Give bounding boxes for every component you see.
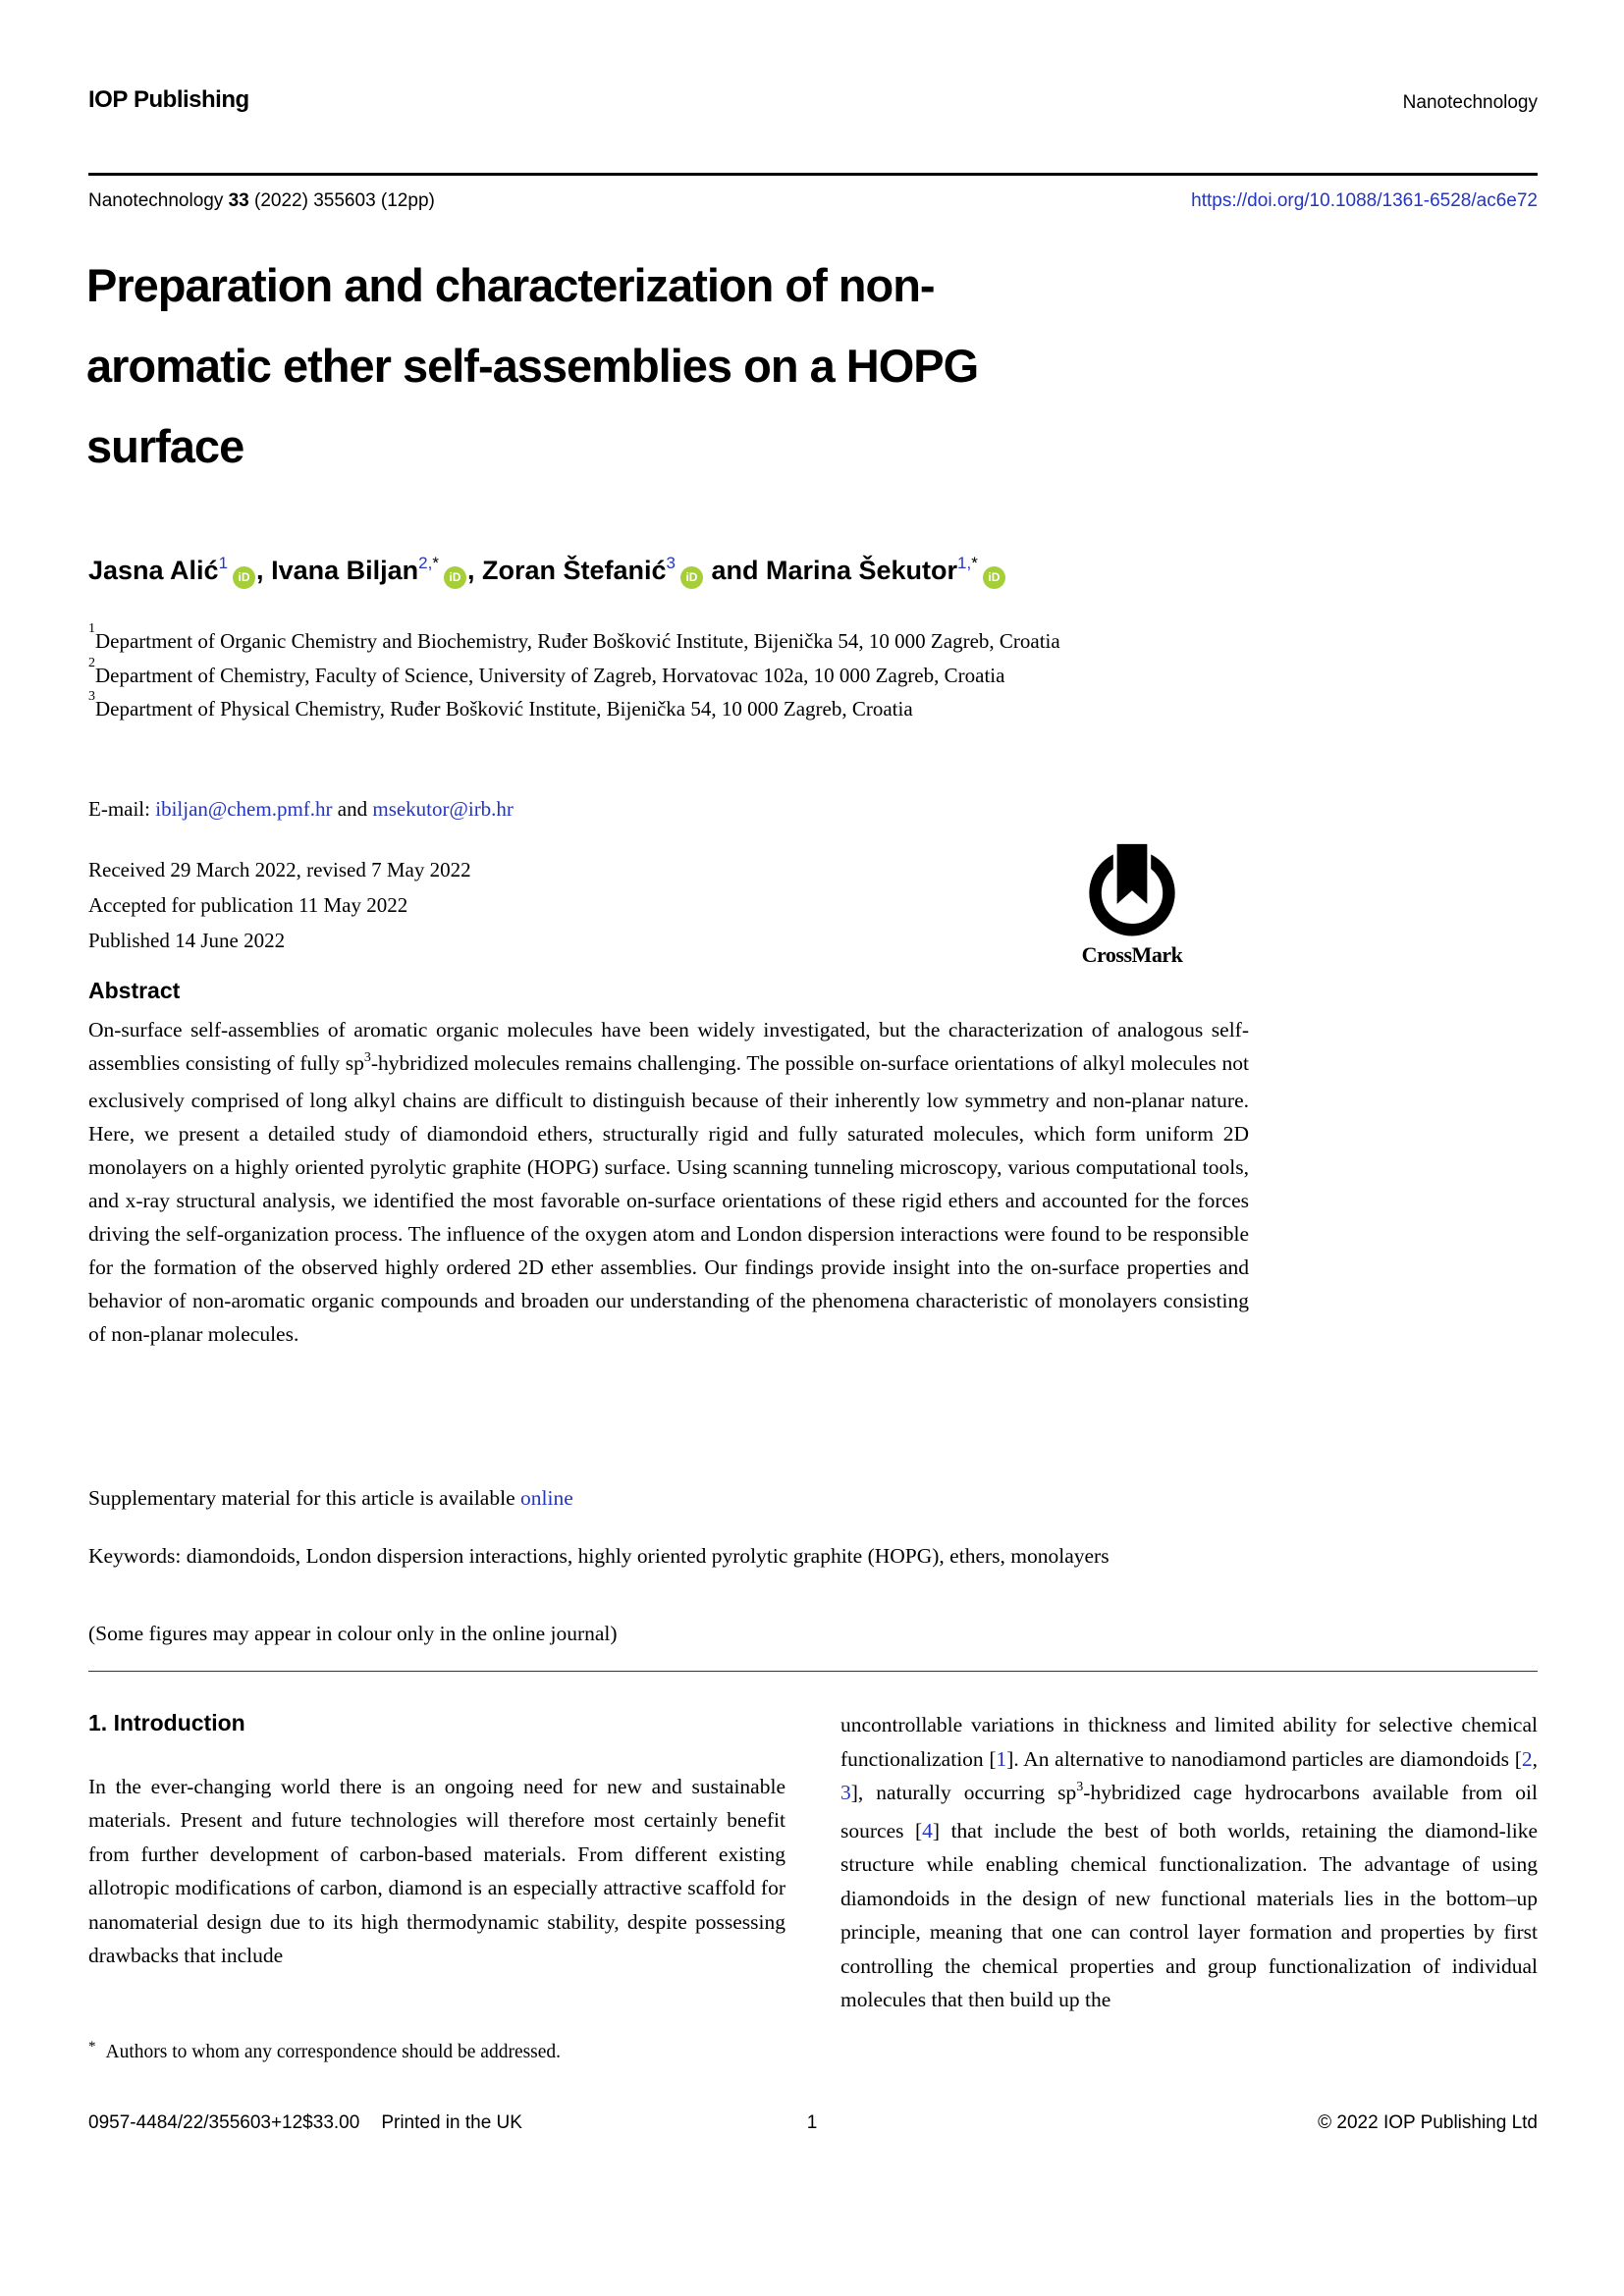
author-affil-sup[interactable]: 2,: [418, 554, 433, 572]
citation-row: [88, 190, 1538, 212]
reference-link-4[interactable]: 4: [922, 1818, 933, 1842]
published-date: Published 14 June 2022: [88, 929, 286, 952]
correspondence-footnote: [88, 2039, 562, 2063]
affiliation-text: Department of Chemistry, Faculty of Science, University of Zagreb, Horvatovac 102a, 10 000 Zagreb, Croatia: [95, 663, 1005, 687]
supplementary-text: Supplementary material for this article is available: [88, 1486, 520, 1510]
affiliation-sup: 1: [88, 621, 95, 636]
email-line: [88, 797, 514, 822]
citation-text: [88, 190, 435, 212]
author-name: Jasna Alić: [88, 556, 219, 585]
body-text: ]. An alternative to nanodiamond particles are diamondoids [: [1006, 1746, 1522, 1771]
orcid-icon[interactable]: iD: [444, 566, 466, 589]
body-text: -hybridized cage hydrocarbons available from oil sources [: [840, 1781, 1538, 1842]
journal-name: Nanotechnology: [1402, 92, 1538, 113]
body-text: ], naturally occurring sp: [850, 1781, 1077, 1804]
author-name: Zoran Štefanić: [481, 556, 667, 585]
header-rule: [88, 173, 1538, 176]
citation-journal: Nanotechnology: [88, 190, 229, 211]
article-title-line3: surface: [86, 420, 244, 472]
author-separator: ,: [256, 556, 272, 585]
article-title-line1: Preparation and characterization of non-: [86, 259, 935, 311]
abstract-text: On-surface self-assemblies of aromatic organic molecules have been widely investigated, but the characterization of analogous self-assemblies consisting of fully sp: [88, 1018, 1249, 1075]
affiliation-item: [88, 690, 1208, 724]
author-separator: ,: [466, 556, 482, 585]
right-column: [840, 1704, 1538, 2017]
orcid-icon[interactable]: iD: [983, 566, 1005, 589]
introduction-paragraph-continued: [840, 1708, 1538, 2017]
author-star-sup[interactable]: *: [971, 554, 978, 572]
article-title: [86, 245, 978, 487]
body-sup: 3: [1076, 1780, 1084, 1794]
footer-issn-line: [88, 2112, 522, 2134]
publisher-logo: [88, 86, 249, 114]
supplementary-online-link[interactable]: online: [520, 1486, 573, 1510]
orcid-icon[interactable]: iD: [680, 566, 703, 589]
affiliation-list: [88, 622, 1208, 724]
introduction-paragraph: In the ever-changing world there is an ongoing need for new and sustainable materials. Present and future technologies will therefore most certainly benefit from further development of carbon-based materials. From different existing allotropic modifications of carbon, diamond is an especially attractive scaffold for nanomaterial design due to its high thermodynamic stability, despite possessing drawbacks that include: [88, 1774, 785, 1967]
body-text: ] that include the best of both worlds, retaining the diamond-like structure while enabling chemical functionalization. The advantage of using diamondoids in the design of new functional materials lies in the bottom–up principle, meaning that one can control layer formation and properties by first controlling the chemical properties and group functionalization of individual molecules that then build up the: [840, 1818, 1538, 2011]
page-header: [88, 86, 1538, 114]
article-title-line2: aromatic ether self-assemblies on a HOPG: [86, 340, 979, 392]
body-text: uncontrollable variations in thickness and limited ability for selective chemical functionalization [: [840, 1713, 1538, 1771]
footer-issn: 0957-4484/22/355603+12$33.00: [88, 2112, 360, 2133]
author-name: Ivana Biljan: [271, 556, 419, 585]
body-text: ,: [1532, 1746, 1538, 1771]
affiliation-item: [88, 657, 1208, 691]
affiliation-sup: 2: [88, 655, 95, 670]
history-dates: [88, 852, 471, 958]
author-separator: and: [703, 556, 766, 585]
page-number: 1: [806, 2112, 818, 2133]
body-columns: [88, 1704, 1538, 2017]
footer-copyright: © 2022 IOP Publishing Ltd: [1318, 2112, 1538, 2133]
footer-printed: Printed in the UK: [381, 2112, 522, 2133]
email-link-1[interactable]: ibiljan@chem.pmf.hr: [155, 797, 333, 821]
orcid-icon[interactable]: iD: [233, 566, 255, 589]
publisher-logo-rest: Publishing: [127, 86, 249, 113]
author-affil-sup[interactable]: 1,: [957, 554, 972, 572]
email-prefix: E-mail:: [88, 797, 156, 821]
affiliation-item: [88, 622, 1208, 657]
section-divider-rule: [88, 1671, 1538, 1672]
abstract-body: [88, 1013, 1249, 1351]
received-date: Received 29 March 2022, revised 7 May 2022: [88, 858, 471, 881]
author-name: Marina Šekutor: [765, 556, 958, 585]
keywords-line: Keywords: diamondoids, London dispersion interactions, highly oriented pyrolytic graphite (HOPG), ethers, monolayers: [88, 1544, 1110, 1568]
figures-note: (Some figures may appear in colour only in the online journal): [88, 1622, 618, 1645]
supplementary-line: [88, 1486, 573, 1511]
affiliation-sup: 3: [88, 689, 95, 704]
citation-volume: 33: [228, 190, 249, 211]
abstract-heading: Abstract: [88, 978, 181, 1003]
affiliation-text: Department of Organic Chemistry and Biochemistry, Ruđer Bošković Institute, Bijenička 54, 10 000 Zagreb, Croatia: [95, 629, 1060, 653]
email-link-2[interactable]: msekutor@irb.hr: [372, 797, 514, 821]
reference-link-1[interactable]: 1: [996, 1746, 1007, 1771]
author-list: [88, 556, 1006, 589]
reference-link-3[interactable]: 3: [840, 1781, 851, 1804]
affiliation-text: Department of Physical Chemistry, Ruđer Bošković Institute, Bijenička 54, 10 000 Zagreb, Croatia: [95, 697, 913, 721]
crossmark-label: CrossMark: [1081, 942, 1183, 967]
accepted-date: Accepted for publication 11 May 2022: [88, 893, 408, 917]
doi-link[interactable]: https://doi.org/10.1088/1361-6528/ac6e72: [1191, 190, 1538, 211]
author-affil-sup[interactable]: 1: [218, 554, 229, 572]
introduction-heading: 1. Introduction: [88, 1710, 245, 1735]
author-star-sup[interactable]: *: [432, 554, 439, 572]
abstract-text: -hybridized molecules remains challenging. The possible on-surface orientations of alkyl molecules not exclusively comprised of long alkyl chains are difficult to distinguish because of their inherently low symmetry and non-planar nature. Here, we present a detailed study of diamondoid ethers, structurally rigid and fully saturated molecules, which form uniform 2D monolayers on a highly oriented pyrolytic graphite (HOPG) surface. Using scanning tunneling microscopy, various computational tools, and x-ray structural analysis, we identified the most favorable on-surface orientations of these rigid ethers and accounted for the forces driving the self-organization process. The influence of the oxygen atom and London dispersion interactions were found to be responsible for the formation of the observed highly ordered 2D ether assemblies. Our findings provide insight into the on-surface properties and behavior of non-aromatic organic compounds and broaden our understanding of the phenomena characteristic of monolayers consisting of non-planar molecules.: [88, 1051, 1249, 1346]
reference-link-2[interactable]: 2: [1521, 1746, 1533, 1771]
footnote-text: Authors to whom any correspondence should be addressed.: [105, 2042, 562, 2062]
citation-rest: (2022) 355603 (12pp): [248, 190, 435, 211]
footnote-star: *: [88, 2039, 96, 2055]
crossmark-badge[interactable]: [1068, 840, 1196, 968]
crossmark-icon: [1085, 840, 1179, 936]
email-mid: and: [332, 797, 373, 821]
author-affil-sup[interactable]: 3: [666, 554, 676, 572]
left-column: [88, 1704, 785, 2017]
publisher-logo-iop: IOP: [88, 86, 128, 113]
abstract-sup: 3: [363, 1050, 371, 1065]
